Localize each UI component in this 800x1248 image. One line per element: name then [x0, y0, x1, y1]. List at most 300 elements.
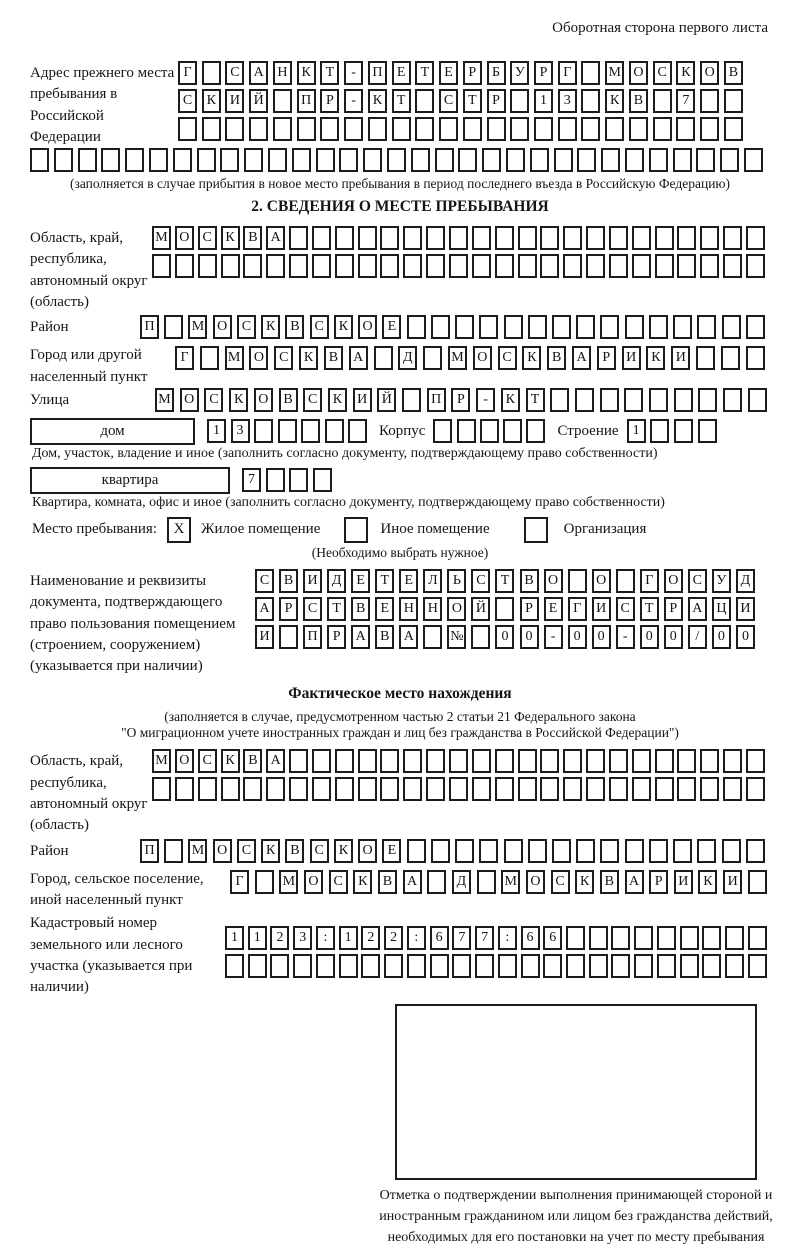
char-cell[interactable]	[463, 117, 482, 141]
char-cell[interactable]: П	[427, 388, 446, 412]
char-cell[interactable]: Р	[327, 625, 346, 649]
char-cell[interactable]	[202, 61, 221, 85]
char-cell[interactable]: О	[544, 569, 563, 593]
char-cell[interactable]: 3	[293, 926, 312, 950]
char-cell[interactable]	[457, 419, 476, 443]
char-cell[interactable]	[221, 254, 240, 278]
char-cell[interactable]: В	[629, 89, 648, 113]
char-cell[interactable]	[543, 954, 562, 978]
char-cell[interactable]: И	[723, 870, 742, 894]
char-cell[interactable]	[649, 839, 668, 863]
char-cell[interactable]	[495, 254, 514, 278]
char-cell[interactable]: П	[140, 839, 159, 863]
char-cell[interactable]: П	[303, 625, 322, 649]
char-cell[interactable]	[674, 388, 693, 412]
char-cell[interactable]	[380, 749, 399, 773]
char-cell[interactable]: В	[279, 569, 298, 593]
char-cell[interactable]: -	[616, 625, 635, 649]
char-cell[interactable]	[723, 226, 742, 250]
char-cell[interactable]	[289, 749, 308, 773]
char-cell[interactable]	[449, 226, 468, 250]
char-cell[interactable]: В	[375, 625, 394, 649]
char-cell[interactable]	[380, 226, 399, 250]
char-cell[interactable]: Н	[423, 597, 442, 621]
char-cell[interactable]	[746, 346, 765, 370]
char-cell[interactable]	[697, 315, 716, 339]
char-cell[interactable]: Н	[399, 597, 418, 621]
char-cell[interactable]	[624, 388, 643, 412]
char-cell[interactable]: /	[688, 625, 707, 649]
char-cell[interactable]: Ц	[712, 597, 731, 621]
char-cell[interactable]	[586, 777, 605, 801]
char-cell[interactable]	[558, 117, 577, 141]
char-cell[interactable]: А	[349, 346, 368, 370]
char-cell[interactable]	[609, 777, 628, 801]
char-cell[interactable]	[225, 954, 244, 978]
char-cell[interactable]	[657, 926, 676, 950]
char-cell[interactable]	[700, 749, 719, 773]
char-cell[interactable]	[266, 254, 285, 278]
char-cell[interactable]	[534, 117, 553, 141]
char-cell[interactable]: Л	[423, 569, 442, 593]
char-cell[interactable]: О	[213, 315, 232, 339]
char-cell[interactable]	[363, 148, 382, 172]
char-cell[interactable]: Т	[415, 61, 434, 85]
char-cell[interactable]	[748, 388, 767, 412]
char-cell[interactable]: -	[544, 625, 563, 649]
char-cell[interactable]	[312, 226, 331, 250]
char-cell[interactable]: О	[175, 749, 194, 773]
char-cell[interactable]	[178, 117, 197, 141]
char-cell[interactable]	[335, 749, 354, 773]
char-cell[interactable]	[702, 926, 721, 950]
char-cell[interactable]: -	[344, 61, 363, 85]
char-cell[interactable]: К	[261, 315, 280, 339]
char-cell[interactable]: А	[399, 625, 418, 649]
char-cell[interactable]: К	[202, 89, 221, 113]
char-cell[interactable]: К	[353, 870, 372, 894]
char-cell[interactable]	[518, 226, 537, 250]
char-cell[interactable]	[316, 954, 335, 978]
char-cell[interactable]: М	[225, 346, 244, 370]
char-cell[interactable]	[403, 226, 422, 250]
char-cell[interactable]: М	[279, 870, 298, 894]
char-cell[interactable]	[528, 315, 547, 339]
char-cell[interactable]: П	[140, 315, 159, 339]
char-cell[interactable]	[198, 254, 217, 278]
char-cell[interactable]	[746, 315, 765, 339]
stay-type-checkbox-other[interactable]	[344, 517, 368, 543]
char-cell[interactable]	[368, 117, 387, 141]
char-cell[interactable]	[175, 254, 194, 278]
char-cell[interactable]	[495, 777, 514, 801]
char-cell[interactable]	[152, 254, 171, 278]
char-cell[interactable]	[530, 148, 549, 172]
char-cell[interactable]: К	[221, 226, 240, 250]
char-cell[interactable]	[225, 117, 244, 141]
char-cell[interactable]	[609, 749, 628, 773]
char-cell[interactable]: Е	[544, 597, 563, 621]
char-cell[interactable]: К	[261, 839, 280, 863]
char-cell[interactable]: В	[243, 226, 262, 250]
char-cell[interactable]: К	[646, 346, 665, 370]
char-cell[interactable]: Т	[392, 89, 411, 113]
char-cell[interactable]	[746, 254, 765, 278]
char-cell[interactable]: А	[266, 226, 285, 250]
char-cell[interactable]: О	[213, 839, 232, 863]
char-cell[interactable]	[348, 419, 367, 443]
char-cell[interactable]	[78, 148, 97, 172]
char-cell[interactable]: Й	[249, 89, 268, 113]
char-cell[interactable]	[576, 315, 595, 339]
char-cell[interactable]	[650, 419, 669, 443]
char-cell[interactable]	[581, 117, 600, 141]
char-cell[interactable]: 0	[712, 625, 731, 649]
char-cell[interactable]: О	[664, 569, 683, 593]
char-cell[interactable]: 1	[225, 926, 244, 950]
char-cell[interactable]	[609, 226, 628, 250]
char-cell[interactable]	[495, 597, 514, 621]
char-cell[interactable]	[563, 226, 582, 250]
char-cell[interactable]	[325, 419, 344, 443]
char-cell[interactable]	[676, 117, 695, 141]
char-cell[interactable]	[657, 954, 676, 978]
char-cell[interactable]	[255, 870, 274, 894]
char-cell[interactable]	[289, 468, 308, 492]
char-cell[interactable]	[744, 148, 763, 172]
char-cell[interactable]	[552, 315, 571, 339]
char-cell[interactable]	[433, 419, 452, 443]
char-cell[interactable]	[380, 777, 399, 801]
char-cell[interactable]: А	[572, 346, 591, 370]
char-cell[interactable]: 6	[430, 926, 449, 950]
char-cell[interactable]: С	[198, 749, 217, 773]
char-cell[interactable]	[697, 839, 716, 863]
char-cell[interactable]: 1	[248, 926, 267, 950]
char-cell[interactable]: К	[605, 89, 624, 113]
char-cell[interactable]	[700, 254, 719, 278]
char-cell[interactable]	[748, 954, 767, 978]
char-cell[interactable]: С	[237, 315, 256, 339]
char-cell[interactable]: Н	[273, 61, 292, 85]
char-cell[interactable]: М	[152, 226, 171, 250]
char-cell[interactable]: 0	[736, 625, 755, 649]
char-cell[interactable]: Ь	[447, 569, 466, 593]
char-cell[interactable]: Е	[399, 569, 418, 593]
char-cell[interactable]	[164, 839, 183, 863]
char-cell[interactable]	[480, 419, 499, 443]
char-cell[interactable]: Т	[495, 569, 514, 593]
char-cell[interactable]	[403, 777, 422, 801]
char-cell[interactable]: №	[447, 625, 466, 649]
char-cell[interactable]: Е	[351, 569, 370, 593]
char-cell[interactable]	[498, 954, 517, 978]
char-cell[interactable]	[455, 315, 474, 339]
char-cell[interactable]	[552, 839, 571, 863]
char-cell[interactable]	[449, 777, 468, 801]
char-cell[interactable]: Е	[382, 839, 401, 863]
char-cell[interactable]	[723, 749, 742, 773]
char-cell[interactable]: 6	[521, 926, 540, 950]
char-cell[interactable]	[723, 388, 742, 412]
char-cell[interactable]	[472, 749, 491, 773]
char-cell[interactable]	[540, 254, 559, 278]
char-cell[interactable]	[649, 388, 668, 412]
char-cell[interactable]: О	[700, 61, 719, 85]
char-cell[interactable]	[495, 226, 514, 250]
char-cell[interactable]	[297, 117, 316, 141]
char-cell[interactable]	[361, 954, 380, 978]
char-cell[interactable]	[634, 954, 653, 978]
char-cell[interactable]	[723, 254, 742, 278]
char-cell[interactable]	[581, 89, 600, 113]
char-cell[interactable]	[407, 954, 426, 978]
char-cell[interactable]	[479, 839, 498, 863]
char-cell[interactable]	[475, 954, 494, 978]
char-cell[interactable]	[495, 749, 514, 773]
char-cell[interactable]	[423, 625, 442, 649]
char-cell[interactable]	[249, 117, 268, 141]
char-cell[interactable]: Р	[463, 61, 482, 85]
char-cell[interactable]	[677, 777, 696, 801]
char-cell[interactable]: Т	[327, 597, 346, 621]
char-cell[interactable]: Г	[175, 346, 194, 370]
char-cell[interactable]	[518, 777, 537, 801]
char-cell[interactable]	[403, 749, 422, 773]
char-cell[interactable]	[452, 954, 471, 978]
char-cell[interactable]: С	[255, 569, 274, 593]
char-cell[interactable]	[700, 777, 719, 801]
char-cell[interactable]	[312, 749, 331, 773]
char-cell[interactable]	[677, 226, 696, 250]
char-cell[interactable]: 0	[495, 625, 514, 649]
char-cell[interactable]: И	[671, 346, 690, 370]
char-cell[interactable]	[125, 148, 144, 172]
char-cell[interactable]	[554, 148, 573, 172]
char-cell[interactable]	[426, 226, 445, 250]
char-cell[interactable]: А	[688, 597, 707, 621]
char-cell[interactable]	[698, 419, 717, 443]
char-cell[interactable]: 6	[543, 926, 562, 950]
char-cell[interactable]: М	[155, 388, 174, 412]
char-cell[interactable]	[506, 148, 525, 172]
char-cell[interactable]	[504, 839, 523, 863]
char-cell[interactable]: О	[629, 61, 648, 85]
char-cell[interactable]: 1	[627, 419, 646, 443]
char-cell[interactable]	[634, 926, 653, 950]
char-cell[interactable]	[198, 777, 217, 801]
char-cell[interactable]: Е	[382, 315, 401, 339]
char-cell[interactable]	[576, 839, 595, 863]
char-cell[interactable]	[696, 346, 715, 370]
char-cell[interactable]	[563, 749, 582, 773]
char-cell[interactable]	[653, 89, 672, 113]
char-cell[interactable]: И	[674, 870, 693, 894]
char-cell[interactable]	[563, 777, 582, 801]
char-cell[interactable]: С	[303, 388, 322, 412]
apartment-type-box[interactable]: квартира	[30, 467, 230, 494]
char-cell[interactable]: Д	[327, 569, 346, 593]
char-cell[interactable]: В	[520, 569, 539, 593]
char-cell[interactable]: С	[303, 597, 322, 621]
char-cell[interactable]: 3	[231, 419, 250, 443]
char-cell[interactable]: Р	[487, 89, 506, 113]
char-cell[interactable]	[30, 148, 49, 172]
char-cell[interactable]: К	[575, 870, 594, 894]
char-cell[interactable]: Р	[279, 597, 298, 621]
char-cell[interactable]	[720, 148, 739, 172]
char-cell[interactable]	[403, 254, 422, 278]
char-cell[interactable]	[221, 777, 240, 801]
char-cell[interactable]	[577, 148, 596, 172]
char-cell[interactable]: И	[736, 597, 755, 621]
char-cell[interactable]	[600, 315, 619, 339]
char-cell[interactable]: К	[297, 61, 316, 85]
char-cell[interactable]: Й	[377, 388, 396, 412]
char-cell[interactable]: Г	[640, 569, 659, 593]
char-cell[interactable]	[632, 777, 651, 801]
char-cell[interactable]	[411, 148, 430, 172]
char-cell[interactable]	[632, 254, 651, 278]
char-cell[interactable]: К	[229, 388, 248, 412]
char-cell[interactable]	[748, 926, 767, 950]
char-cell[interactable]: Т	[463, 89, 482, 113]
char-cell[interactable]: Г	[568, 597, 587, 621]
char-cell[interactable]	[510, 89, 529, 113]
char-cell[interactable]: О	[254, 388, 273, 412]
char-cell[interactable]: Р	[520, 597, 539, 621]
char-cell[interactable]	[724, 89, 743, 113]
char-cell[interactable]: П	[368, 61, 387, 85]
char-cell[interactable]	[698, 388, 717, 412]
char-cell[interactable]: С	[204, 388, 223, 412]
char-cell[interactable]: О	[304, 870, 323, 894]
char-cell[interactable]	[293, 954, 312, 978]
char-cell[interactable]: В	[324, 346, 343, 370]
char-cell[interactable]: О	[473, 346, 492, 370]
char-cell[interactable]: А	[403, 870, 422, 894]
char-cell[interactable]	[479, 315, 498, 339]
char-cell[interactable]	[358, 226, 377, 250]
char-cell[interactable]	[518, 254, 537, 278]
stay-type-checkbox-residential[interactable]: X	[167, 517, 191, 543]
char-cell[interactable]	[503, 419, 522, 443]
char-cell[interactable]: О	[358, 839, 377, 863]
char-cell[interactable]	[649, 315, 668, 339]
char-cell[interactable]: М	[501, 870, 520, 894]
char-cell[interactable]: Т	[320, 61, 339, 85]
char-cell[interactable]: 2	[270, 926, 289, 950]
char-cell[interactable]	[248, 954, 267, 978]
char-cell[interactable]	[335, 254, 354, 278]
char-cell[interactable]	[254, 419, 273, 443]
char-cell[interactable]: В	[279, 388, 298, 412]
char-cell[interactable]: К	[676, 61, 695, 85]
char-cell[interactable]	[152, 777, 171, 801]
char-cell[interactable]: 0	[592, 625, 611, 649]
char-cell[interactable]	[273, 117, 292, 141]
char-cell[interactable]: С	[198, 226, 217, 250]
char-cell[interactable]	[173, 148, 192, 172]
char-cell[interactable]	[477, 870, 496, 894]
char-cell[interactable]: М	[152, 749, 171, 773]
char-cell[interactable]: 0	[520, 625, 539, 649]
char-cell[interactable]	[566, 926, 585, 950]
char-cell[interactable]: М	[188, 839, 207, 863]
char-cell[interactable]	[149, 148, 168, 172]
char-cell[interactable]: К	[334, 839, 353, 863]
char-cell[interactable]	[600, 839, 619, 863]
char-cell[interactable]	[653, 117, 672, 141]
char-cell[interactable]	[273, 89, 292, 113]
char-cell[interactable]: С	[439, 89, 458, 113]
char-cell[interactable]	[380, 254, 399, 278]
char-cell[interactable]	[721, 346, 740, 370]
char-cell[interactable]	[472, 777, 491, 801]
char-cell[interactable]	[673, 315, 692, 339]
char-cell[interactable]: К	[368, 89, 387, 113]
char-cell[interactable]	[316, 148, 335, 172]
char-cell[interactable]	[566, 954, 585, 978]
char-cell[interactable]	[575, 388, 594, 412]
char-cell[interactable]	[487, 117, 506, 141]
char-cell[interactable]	[504, 315, 523, 339]
char-cell[interactable]	[449, 254, 468, 278]
char-cell[interactable]: Р	[451, 388, 470, 412]
char-cell[interactable]	[722, 315, 741, 339]
char-cell[interactable]: Т	[526, 388, 545, 412]
char-cell[interactable]	[320, 117, 339, 141]
char-cell[interactable]	[609, 254, 628, 278]
char-cell[interactable]	[723, 777, 742, 801]
char-cell[interactable]	[696, 148, 715, 172]
char-cell[interactable]: 7	[242, 468, 261, 492]
char-cell[interactable]	[746, 749, 765, 773]
char-cell[interactable]: :	[498, 926, 517, 950]
char-cell[interactable]	[528, 839, 547, 863]
char-cell[interactable]	[312, 777, 331, 801]
char-cell[interactable]: И	[303, 569, 322, 593]
char-cell[interactable]: Д	[736, 569, 755, 593]
char-cell[interactable]	[339, 148, 358, 172]
char-cell[interactable]: М	[188, 315, 207, 339]
char-cell[interactable]: В	[285, 315, 304, 339]
char-cell[interactable]	[673, 839, 692, 863]
char-cell[interactable]	[586, 254, 605, 278]
char-cell[interactable]	[550, 388, 569, 412]
char-cell[interactable]	[680, 954, 699, 978]
char-cell[interactable]: Д	[398, 346, 417, 370]
char-cell[interactable]	[301, 419, 320, 443]
char-cell[interactable]	[289, 226, 308, 250]
char-cell[interactable]: 7	[475, 926, 494, 950]
char-cell[interactable]: С	[274, 346, 293, 370]
char-cell[interactable]	[471, 625, 490, 649]
char-cell[interactable]: У	[712, 569, 731, 593]
char-cell[interactable]	[677, 749, 696, 773]
char-cell[interactable]: В	[243, 749, 262, 773]
char-cell[interactable]: С	[310, 315, 329, 339]
char-cell[interactable]	[266, 777, 285, 801]
char-cell[interactable]	[601, 148, 620, 172]
char-cell[interactable]: Й	[471, 597, 490, 621]
char-cell[interactable]	[430, 954, 449, 978]
char-cell[interactable]	[407, 839, 426, 863]
char-cell[interactable]: :	[316, 926, 335, 950]
char-cell[interactable]: 0	[568, 625, 587, 649]
char-cell[interactable]: И	[592, 597, 611, 621]
char-cell[interactable]: М	[448, 346, 467, 370]
